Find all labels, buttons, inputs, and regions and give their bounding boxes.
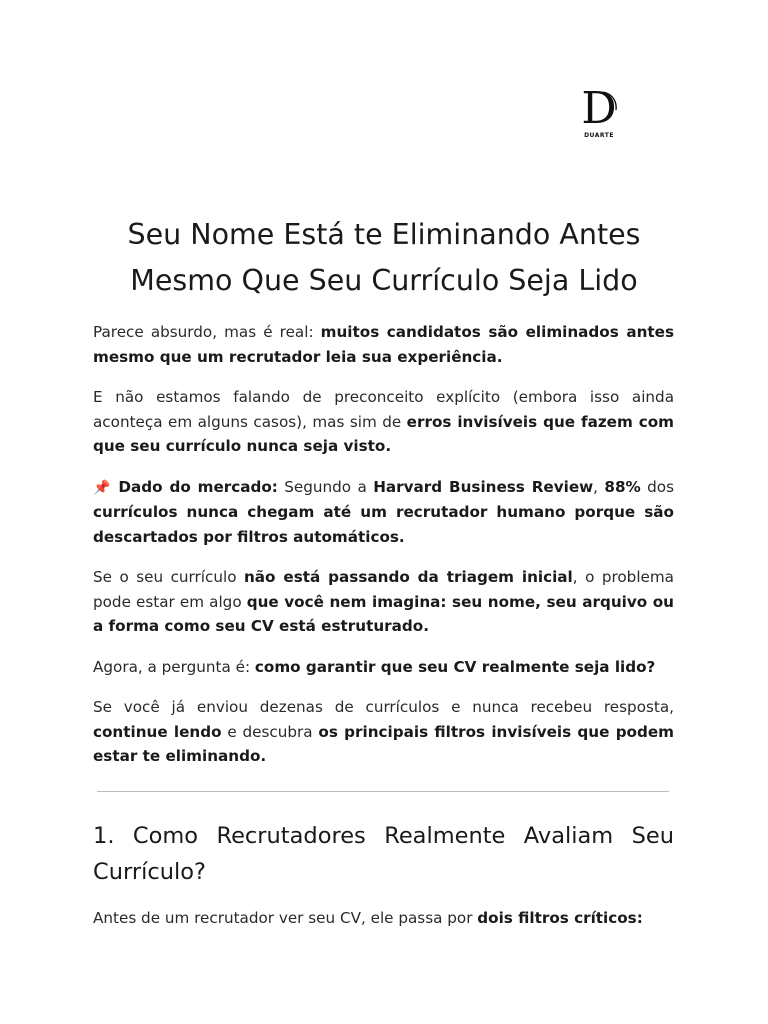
p4-text-1: Se o seu currículo bbox=[93, 568, 244, 586]
p5-bold: como garantir que seu CV realmente seja lido? bbox=[254, 657, 656, 676]
paragraph-2 bbox=[93, 385, 674, 459]
intro-text: Antes de um recrutador ver seu CV, ele passa por bbox=[93, 909, 478, 927]
p6-text-2: e descubra bbox=[221, 722, 319, 741]
p4-bold-1: não está passando da triagem inicial bbox=[243, 568, 573, 586]
p3-text-1: Segundo a bbox=[277, 477, 374, 496]
paragraph-5 bbox=[93, 655, 674, 680]
section-heading-line-2: Currículo? bbox=[93, 859, 206, 885]
p4-bold-2: que você nem imagina: seu nome, seu arquivo ou a forma como seu CV está estruturado. bbox=[93, 592, 674, 635]
intro-bold: dois filtros críticos: bbox=[477, 909, 643, 927]
section-heading bbox=[93, 818, 674, 890]
section-divider bbox=[97, 791, 669, 792]
p3-text-2: , bbox=[593, 477, 605, 496]
section-heading-line-1: 1. Como Recrutadores Realmente Avaliam Seu bbox=[93, 823, 674, 849]
p3-bold-1: Dado do mercado: bbox=[118, 477, 278, 496]
paragraph-6 bbox=[93, 695, 674, 769]
page-title bbox=[80, 212, 688, 304]
title-line-1: Seu Nome Está te Eliminando Antes bbox=[127, 218, 641, 251]
logo-arc-icon bbox=[599, 90, 619, 126]
p1-bold: muitos candidatos são eliminados antes mesmo que um recrutador leia sua experiência. bbox=[93, 323, 674, 366]
paragraph-1 bbox=[93, 320, 674, 369]
p2-text: E não estamos falando de preconceito explícito (embora isso ainda aconteça em alguns casos), mas sim de bbox=[93, 388, 674, 431]
p1-text: Parece absurdo, mas é real: bbox=[93, 323, 321, 341]
article-body bbox=[93, 320, 674, 785]
paragraph-4 bbox=[93, 565, 674, 639]
logo-name: DUARTE bbox=[584, 132, 614, 139]
p5-text: Agora, a pergunta é: bbox=[93, 657, 255, 676]
section-intro bbox=[93, 906, 674, 930]
paragraph-3 bbox=[93, 475, 674, 550]
duarte-logo bbox=[571, 83, 627, 146]
logo-letter: D bbox=[581, 83, 617, 134]
p3-text-3: dos bbox=[640, 477, 674, 496]
pushpin-icon: 📌 bbox=[93, 479, 113, 496]
p2-bold: erros invisíveis que fazem com que seu currículo nunca seja visto. bbox=[93, 412, 674, 455]
p4-text-2: , o problema pode estar em algo bbox=[93, 568, 674, 611]
p6-bold-2: os principais filtros invisíveis que podem estar te eliminando. bbox=[93, 722, 674, 765]
p3-bold-4: currículos nunca chegam até um recrutador humano porque são descartados por filtros automáticos. bbox=[93, 503, 674, 546]
p6-text-1: Se você já enviou dezenas de currículos e nunca recebeu resposta, bbox=[93, 698, 674, 716]
p6-bold-1: continue lendo bbox=[93, 722, 222, 741]
p3-bold-3: 88% bbox=[604, 477, 641, 496]
p3-bold-2: Harvard Business Review bbox=[373, 477, 594, 496]
title-line-2: Mesmo Que Seu Currículo Seja Lido bbox=[130, 264, 638, 297]
